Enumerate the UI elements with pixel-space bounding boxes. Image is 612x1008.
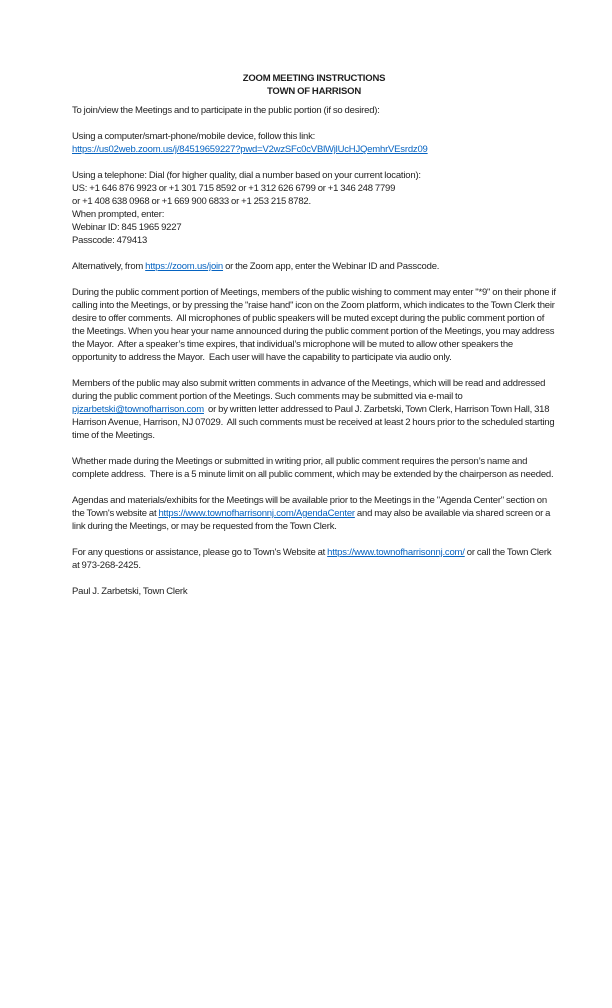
paragraph: [72, 494, 556, 533]
body-text: Using a telephone: Dial (for higher quality, dial a number based on your current location):: [72, 170, 421, 181]
body-text: When prompted, enter:: [72, 209, 165, 220]
paragraph: [72, 585, 556, 598]
paragraphs-container: [72, 104, 556, 598]
body-text: Passcode: 479413: [72, 235, 148, 246]
paragraph: [72, 104, 556, 117]
body-text: or by written letter addressed to Paul J. Zarbetski, Town Clerk, Harrison Town Hall, 318 Harrison Avenue, Harrison, NJ 07029. All such comments must be received at least 2 hours prior to the scheduled starting time of the Meetings.: [72, 404, 557, 441]
town-clerk-email-link[interactable]: pjzarbetski@townofharrison.com: [72, 404, 204, 415]
body-text: and may also be available via shared screen or a link during the Meetings, or may be requested from the Town Clerk.: [72, 508, 553, 532]
body-text: or the Zoom app, enter the Webinar ID and Passcode.: [223, 261, 440, 272]
paragraph: [72, 455, 556, 481]
body-text: or call the Town Clerk at 973-268-2425.: [72, 547, 554, 571]
body-text: Using a computer/smart-phone/mobile device, follow this link:: [72, 131, 316, 142]
body-text: Members of the public may also submit written comments in advance of the Meetings, which will be read and addressed during the public comment portion of the Meetings. Such comments may be submitted via e-mail to: [72, 378, 548, 402]
body-text: Agendas and materials/exhibits for the Meetings will be available prior to the Meetings in the "Agenda Center" section on the Town's website at: [72, 495, 549, 519]
document-title: [72, 72, 556, 98]
town-website-link[interactable]: https://www.townofharrisonnj.com/: [327, 547, 465, 558]
paragraph: [72, 377, 556, 442]
body-text: Paul J. Zarbetski, Town Clerk: [72, 586, 188, 597]
paragraph: [72, 169, 556, 247]
agenda-center-link[interactable]: https://www.townofharrisonnj.com/AgendaCenter: [158, 508, 355, 519]
zoom-meeting-join-link[interactable]: https://us02web.zoom.us/j/84519659227?pwd=V2wzSFc0cVBlWjlUcHJQemhrVEsrdz09: [72, 144, 428, 155]
paragraph: [72, 546, 556, 572]
body-text: During the public comment portion of Meetings, members of the public wishing to comment may enter "*9" on their phone if calling into the Meetings, or by pressing the "raise hand" icon on the Zoom platform, which indicates to the Town Clerk their desire to offer comments. All microphones of public speakers will be muted except during the public comment portion of the Meetings. When you hear your name announced during the public comment portion of the Meetings, you may address the Mayor. After a speaker’s time expires, that individual’s microphone will be muted to allow other speakers the opportunity to address the Mayor. Each user will have the capability to participate via audio only.: [72, 287, 558, 363]
title-line-1: ZOOM MEETING INSTRUCTIONS: [242, 73, 386, 84]
title-line-2: TOWN OF HARRISON: [267, 86, 361, 97]
paragraph: [72, 286, 556, 364]
body-text: or +1 408 638 0968 or +1 669 900 6833 or +1 253 215 8782.: [72, 196, 311, 207]
paragraph: [72, 130, 556, 156]
zoom-join-page-link[interactable]: https://zoom.us/join: [145, 261, 224, 272]
body-text: Alternatively, from: [72, 261, 146, 272]
document-body: [72, 72, 556, 598]
body-text: US: +1 646 876 9923 or +1 301 715 8592 or +1 312 626 6799 or +1 346 248 7799: [72, 183, 396, 194]
body-text: Webinar ID: 845 1965 9227: [72, 222, 182, 233]
body-text: Whether made during the Meetings or submitted in writing prior, all public comment requires the person’s name and complete address. There is a 5 minute limit on all public comment, which may be extended by the chairperson as needed.: [72, 456, 554, 480]
body-text: For any questions or assistance, please go to Town's Website at: [72, 547, 328, 558]
paragraph: [72, 260, 556, 273]
body-text: To join/view the Meetings and to participate in the public portion (if so desired):: [72, 105, 380, 116]
